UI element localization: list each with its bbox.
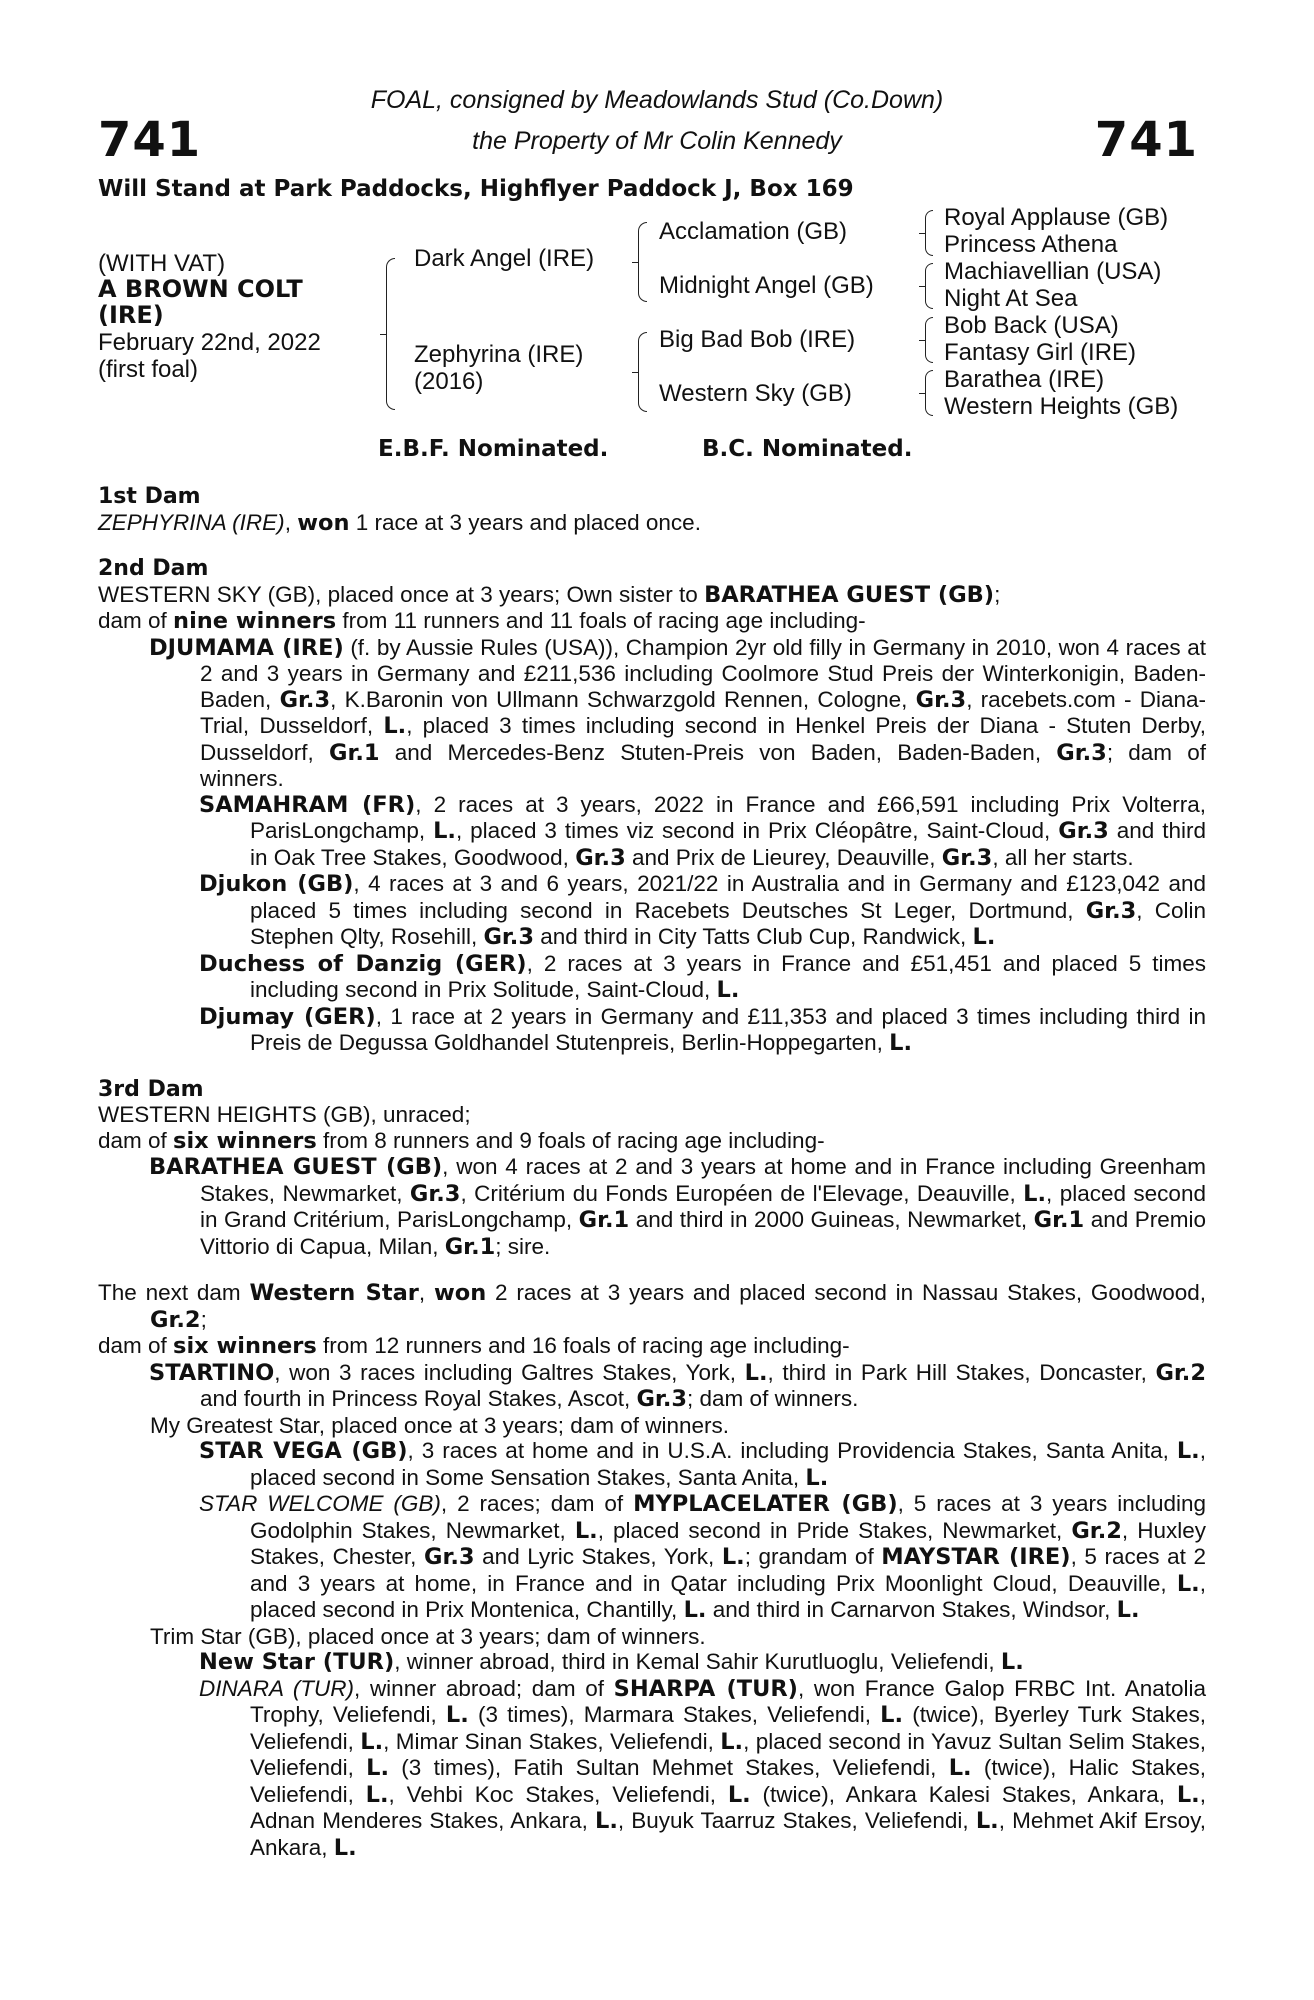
dsd: Fantasy Girl (IRE) bbox=[944, 339, 1137, 366]
pedigree-brace-1 bbox=[386, 258, 395, 410]
sdd: Night At Sea bbox=[944, 285, 1078, 312]
dam-dam: Western Sky (GB) bbox=[659, 380, 852, 407]
record-paragraph: DINARA (TUR), winner abroad; dam of SHARPA (TUR), won France Galop FRBC Int. Anatolia Trophy, Veliefendi, L. (3 times), Marmara Stakes, Veliefendi, L. (twice), Byerley Turk Stakes, Veliefendi, L., Mimar Sinan Stakes, Veliefendi, L., placed second in Yavuz Sultan Selim Stakes, Veliefendi, L. (3 times), Fatih Sultan Mehmet Stakes, Veliefendi, L. (twice), Halic Stakes, Veliefendi, L., Vehbi Koc Stakes, Veliefendi, L. (twice), Ankara Kalesi Stakes, Ankara, L., Adnan Menderes Stakes, Ankara, L., Buyuk Taarruz Stakes, Veliefendi, L., Mehmet Akif Ersoy, Ankara, L. bbox=[199, 1675, 1206, 1861]
horse-breed: (IRE) bbox=[98, 301, 164, 329]
record-paragraph: New Star (TUR), winner abroad, third in Kemal Sahir Kurutluoglu, Veliefendi, L. bbox=[199, 1649, 1024, 1675]
section-heading: 1st Dam bbox=[98, 484, 201, 509]
record-paragraph: Djukon (GB), 4 races at 3 and 6 years, 2021/22 in Australia and in Germany and £123,042 and placed 5 times including second in Racebets Deutsches St Leger, Dortmund, Gr.3, Colin Stephen Qlty, Rosehill, Gr.3 and third in City Tatts Club Cup, Randwick, L. bbox=[199, 871, 1206, 950]
dss: Bob Back (USA) bbox=[944, 312, 1119, 339]
pedigree-brace-sd bbox=[925, 263, 933, 309]
record-paragraph: DJUMAMA (IRE) (f. by Aussie Rules (USA)), Champion 2yr old filly in Germany in 2010, won 4 races at 2 and 3 years in Germany and £211,536 including Coolmore Stud Preis der Winterkonigin, Baden-Baden, Gr.3, K.Baronin von Ullmann Schwarzgold Rennen, Cologne, Gr.3, racebets.com - Diana-Trial, Dusseldorf, L., placed 3 times including second in Henkel Preis der Diana - Stuten Derby, Dusseldorf, Gr.1 and Mercedes-Benz Stuten-Preis von Baden, Baden-Baden, Gr.3; dam of winners. bbox=[149, 634, 1207, 791]
ddd: Western Heights (GB) bbox=[944, 393, 1179, 420]
record-paragraph: Trim Star (GB), placed once at 3 years; dam of winners. bbox=[150, 1623, 706, 1649]
record-paragraph: STARTINO, won 3 races including Galtres Stakes, York, L., third in Park Hill Stakes, Doncaster, Gr.2 and fourth in Princess Royal Stakes, Ascot, Gr.3; dam of winners. bbox=[149, 1359, 1206, 1412]
sire: Dark Angel (IRE) bbox=[414, 245, 595, 272]
section-heading: 2nd Dam bbox=[98, 556, 209, 581]
section-heading: 3rd Dam bbox=[98, 1076, 204, 1102]
produce-record bbox=[98, 484, 1206, 1861]
record-paragraph: SAMAHRAM (FR), 2 races at 3 years, 2022 in France and £66,591 including Prix Volterra, ParisLongchamp, L., placed 3 times viz second in Prix Cléopâtre, Saint-Cloud, Gr.3 and third in Oak Tree Stakes, Goodwood, Gr.3 and Prix de Lieurey, Deauville, Gr.3, all her starts. bbox=[199, 791, 1207, 871]
foaling-date: February 22nd, 2022 bbox=[98, 329, 321, 356]
dam-sire: Big Bad Bob (IRE) bbox=[659, 326, 856, 353]
record-paragraph: My Greatest Star, placed once at 3 years; dam of winners. bbox=[150, 1412, 730, 1438]
horse-name: A BROWN COLT bbox=[98, 275, 303, 303]
sire-dam: Midnight Angel (GB) bbox=[659, 272, 874, 299]
record-paragraph: Djumay (GER), 1 race at 2 years in Germany and £11,353 and placed 3 times including third in Preis de Degussa Goldhandel Stutenpreis, Berlin-Hoppegarten, L. bbox=[199, 1003, 1206, 1056]
ssd: Princess Athena bbox=[944, 231, 1118, 258]
owner-line: the Property of Mr Colin Kennedy bbox=[472, 127, 842, 155]
pedigree-brace-dam bbox=[638, 332, 647, 412]
ebf-nomination: E.B.F. Nominated. bbox=[378, 436, 609, 462]
pedigree-brace-dd bbox=[925, 370, 933, 416]
vat-note: (WITH VAT) bbox=[98, 250, 226, 277]
lot-number-left: 741 bbox=[98, 112, 202, 168]
record-paragraph: STAR VEGA (GB), 3 races at home and in U.S.A. including Providencia Stakes, Santa Anita, L., placed second in Some Sensation Stakes, Santa Anita, L. bbox=[199, 1438, 1206, 1491]
dam-year: (2016) bbox=[414, 368, 484, 395]
consignor-line: FOAL, consigned by Meadowlands Stud (Co.Down) bbox=[370, 86, 944, 114]
lot-number-right: 741 bbox=[1094, 112, 1198, 168]
dam: Zephyrina (IRE) bbox=[414, 341, 584, 368]
record-paragraph: WESTERN SKY (GB), placed once at 3 years; Own sister to BARATHEA GUEST (GB); bbox=[98, 581, 1001, 608]
pedigree-brace-sire bbox=[638, 222, 647, 302]
foal-note: (first foal) bbox=[98, 356, 199, 383]
pedigree-brace-ds bbox=[925, 317, 933, 363]
record-paragraph: STAR WELCOME (GB), 2 races; dam of MYPLACELATER (GB), 5 races at 3 years including Godolphin Stakes, Newmarket, L., placed second in Pride Stakes, Newmarket, Gr.2, Huxley Stakes, Chester, Gr.3 and Lyric Stakes, York, L.; grandam of MAYSTAR (IRE), 5 races at 2 and 3 years at home, in France and in Qatar including Prix Moonlight Cloud, Deauville, L., placed second in Prix Montenica, Chantilly, L. and third in Carnarvon Stakes, Windsor, L. bbox=[199, 1491, 1207, 1623]
record-paragraph: BARATHEA GUEST (GB), won 4 races at 2 and 3 years at home and in France including Greenham Stakes, Newmarket, Gr.3, Critérium du Fonds Européen de l'Elevage, Deauville, L., placed second in Grand Critérium, ParisLongchamp, Gr.1 and third in 2000 Guineas, Newmarket, Gr.1 and Premio Vittorio di Capua, Milan, Gr.1; sire. bbox=[149, 1154, 1207, 1260]
pedigree-brace-ss bbox=[925, 210, 933, 256]
record-paragraph: The next dam Western Star, won 2 races at 3 years and placed second in Nassau Stakes, Goodwood, Gr.2; bbox=[98, 1280, 1206, 1333]
dds: Barathea (IRE) bbox=[944, 366, 1105, 393]
sire-sire: Acclamation (GB) bbox=[659, 218, 848, 245]
sds: Machiavellian (USA) bbox=[944, 258, 1162, 285]
sss: Royal Applause (GB) bbox=[944, 204, 1169, 231]
bc-nomination: B.C. Nominated. bbox=[702, 436, 913, 462]
record-paragraph: dam of six winners from 12 runners and 16 foals of racing age including- bbox=[98, 1333, 850, 1359]
record-paragraph: dam of nine winners from 11 runners and 11 foals of racing age including- bbox=[98, 608, 866, 634]
record-paragraph: dam of six winners from 8 runners and 9 foals of racing age including- bbox=[98, 1127, 825, 1154]
record-paragraph: Duchess of Danzig (GER), 2 races at 3 years in France and £51,451 and placed 5 times including second in Prix Solitude, Saint-Cloud, L. bbox=[199, 950, 1206, 1003]
record-paragraph: WESTERN HEIGHTS (GB), unraced; bbox=[98, 1102, 471, 1127]
record-paragraph: ZEPHYRINA (IRE), won 1 race at 3 years and placed once. bbox=[98, 509, 701, 536]
stand-location: Will Stand at Park Paddocks, Highflyer Paddock J, Box 169 bbox=[98, 176, 854, 202]
